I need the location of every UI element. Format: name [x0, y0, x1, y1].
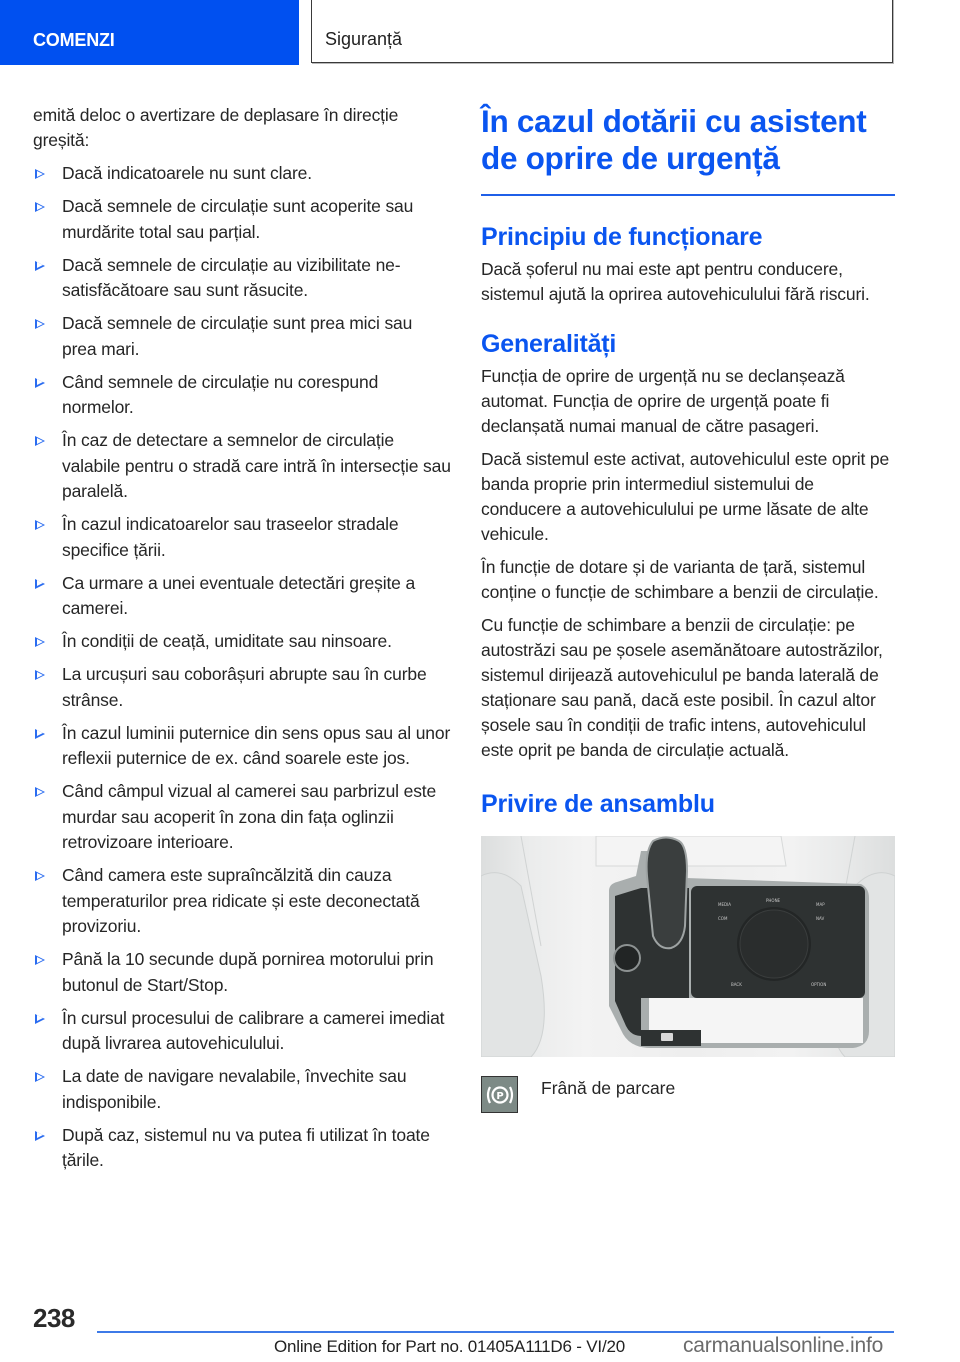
paragraph: Cu funcție de schimbare a benzii de circulație: pe autostrăzi sau pe șosele asemănătoare autostrăzilor, sistemul dirijează autovehiculul pe banda laterală de staționare sau pană, dacă este posibil. În cazul altor șosele sau în condiții de trafic intens, autovehiculul este oprit pe banda de circulație actuală. [481, 615, 883, 760]
triangle-bullet-icon [35, 261, 45, 271]
footer-divider [97, 1331, 894, 1333]
page-number: 238 [33, 1303, 75, 1333]
caption-label: Frână de parcare [541, 1078, 676, 1098]
list-item: Când semnele de circulație nu corespund normelor. [33, 370, 451, 421]
center-console-illustration [481, 836, 895, 1057]
paragraph: Dacă șoferul nu mai este apt pentru conducere, sistemul ajută la oprirea autovehiculului fără riscuri. [481, 259, 870, 304]
list-item: În caz de detectare a semnelor de circulație valabile pentru o stradă care intră în intersecție sau paralelă. [33, 428, 451, 505]
triangle-bullet-icon [35, 871, 45, 881]
triangle-bullet-icon [35, 729, 45, 739]
subheading-principle: Principiu de funcționare [481, 223, 763, 251]
triangle-bullet-icon [35, 579, 45, 589]
svg-text:COM: COM [718, 916, 728, 921]
heading-divider [481, 194, 895, 196]
list-item: Dacă indicatoarele nu sunt clare. [33, 161, 451, 187]
paragraph: Dacă sistemul este activat, autovehiculul este oprit pe banda proprie prin intermediul sistemului de conducere a autovehiculului pe urme lăsate de alte vehicule. [481, 449, 890, 544]
list-item: Dacă semnele de circulație sunt acoperite sau murdărite total sau parțial. [33, 194, 451, 245]
svg-text:NAV: NAV [816, 916, 825, 921]
svg-text:OPTION: OPTION [811, 982, 827, 987]
svg-text:BACK: BACK [731, 982, 742, 987]
triangle-bullet-icon [35, 1131, 45, 1141]
section-tab [0, 0, 299, 65]
list-item: Când câmpul vizual al camerei sau parbrizul este murdar sau acoperit în zona din fața oglinzii retrovizoare interioare. [33, 779, 451, 856]
list-item: La urcușuri sau coborâșuri abrupte sau în curbe strânse. [33, 662, 451, 713]
list-item: În cazul luminii puternice din sens opus sau al unor reflexii puternice de ex. când soarele este jos. [33, 721, 451, 772]
list-item: Când camera este supraîncălzită din cauza temperaturilor prea ridicate și este deconectată provizoriu. [33, 863, 451, 940]
triangle-bullet-icon [35, 378, 45, 388]
list-item: Dacă semnele de circulație au vizibilitate nesatisfăcătoare sau sunt răsucite. [33, 253, 451, 304]
subheading-overview: Privire de ansamblu [481, 790, 715, 818]
conditions-list [33, 161, 451, 1174]
chapter-title: Siguranță [325, 29, 403, 49]
svg-text:MEDIA: MEDIA [718, 902, 731, 907]
edition-text: Online Edition for Part no. 01405A111D6 - VI/20 [274, 1337, 625, 1356]
list-item: În condiții de ceață, umiditate sau ninsoare. [33, 629, 451, 655]
svg-text:MAP: MAP [816, 902, 825, 907]
triangle-bullet-icon [35, 1014, 45, 1024]
list-item: În cazul indicatoarelor sau traseelor stradale specifice țării. [33, 512, 451, 563]
triangle-bullet-icon [35, 787, 45, 797]
paragraph: Funcția de oprire de urgență nu se declanșează automat. Funcția de oprire de urgență poate fi declanșată numai manual de către pasageri. [481, 366, 845, 436]
triangle-bullet-icon [35, 637, 45, 647]
section-title: COMENZI [33, 30, 115, 50]
parking-brake-icon [481, 1076, 518, 1113]
triangle-bullet-icon [35, 202, 45, 212]
triangle-bullet-icon [35, 319, 45, 329]
right-column [481, 103, 895, 1113]
subheading-general: Generalități [481, 330, 617, 358]
triangle-bullet-icon [35, 169, 45, 179]
list-item: În cursul procesului de calibrare a camerei imediat după livrarea autovehiculului. [33, 1006, 451, 1057]
triangle-bullet-icon [35, 955, 45, 965]
watermark: carmanualsonline.info [683, 1334, 884, 1357]
chapter-box [311, 0, 893, 63]
svg-text:P: P [495, 1090, 504, 1102]
svg-text:PHONE: PHONE [766, 898, 781, 903]
list-item: Dacă semnele de circulație sunt prea mici sau prea mari. [33, 311, 451, 362]
list-item: Ca urmare a unei eventuale detectări greșite a camerei. [33, 571, 451, 622]
list-item: La date de navigare nevalabile, învechite sau indisponibile. [33, 1064, 451, 1115]
figure-caption [481, 1076, 895, 1113]
triangle-bullet-icon [35, 436, 45, 446]
paragraph: În funcție de dotare și de varianta de țară, sistemul conține o funcție de schimbare a benzii de circulație. [481, 557, 879, 602]
list-item: Până la 10 secunde după pornirea motorului prin butonul de Start/Stop. [33, 947, 451, 998]
left-column [33, 103, 451, 1181]
triangle-bullet-icon [35, 520, 45, 530]
list-item: După caz, sistemul nu va putea fi utilizat în toate țările. [33, 1123, 451, 1174]
intro-text: emită deloc o avertizare de deplasare în direcție greșită: [33, 105, 399, 150]
triangle-bullet-icon [35, 670, 45, 680]
section-heading: În cazul dotării cu asistent de oprire de urgență [481, 103, 867, 176]
center-console-photo [481, 836, 895, 1057]
triangle-bullet-icon [35, 1072, 45, 1082]
